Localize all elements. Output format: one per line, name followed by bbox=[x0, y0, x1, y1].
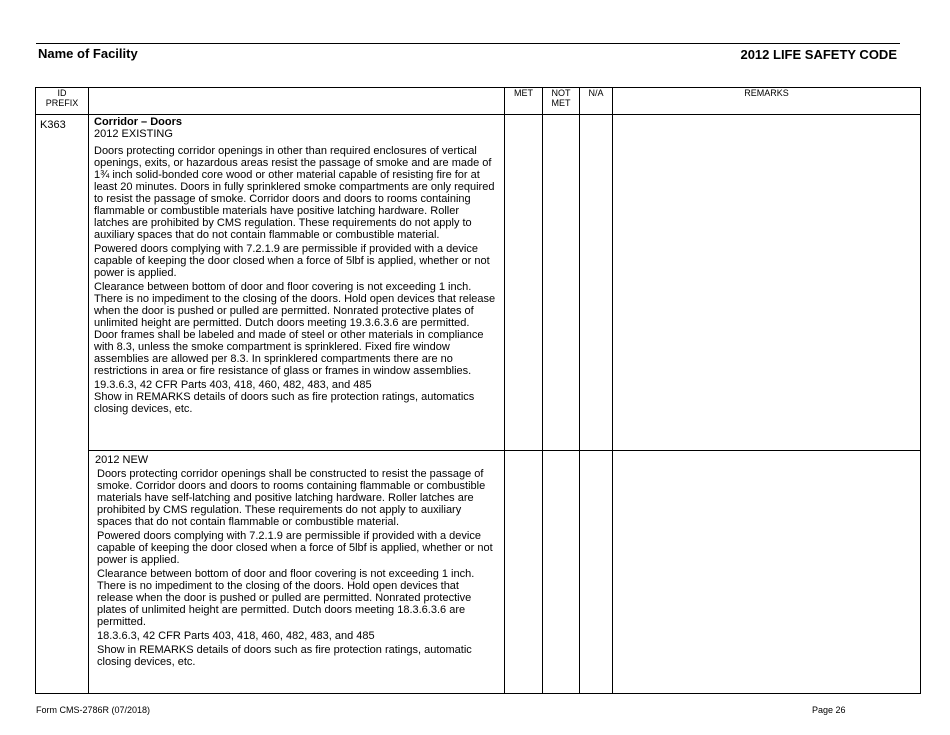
existing-remarks-note: Show in REMARKS details of doors such as fire protection ratings, automatics closing devices, etc. bbox=[94, 391, 475, 415]
requirement-existing-cell bbox=[89, 115, 505, 451]
new-paragraph: Clearance between bottom of door and floor covering is not exceeding 1 inch. There is no impediment to the closing of the doors. Hold open devices that release when the door is pushed or pulled are permitted. Nonrated protective plates of unlimited height are permitted. Dutch doors meeting 18.3.6.3.6 are permitted. bbox=[97, 568, 475, 628]
new-paragraph: Powered doors complying with 7.2.1.9 are permissible if provided with a device capable of keeping the door closed when a force of 5lbf is applied, whether or not power is applied. bbox=[97, 530, 493, 566]
not-met-cell-new[interactable] bbox=[543, 451, 580, 694]
existing-subtitle: 2012 EXISTING bbox=[94, 128, 173, 140]
new-subtitle: 2012 NEW bbox=[95, 454, 149, 466]
na-header: N/A bbox=[580, 88, 613, 115]
not-met-header: NOT MET bbox=[543, 88, 580, 115]
remarks-cell-new[interactable] bbox=[613, 451, 921, 694]
id-prefix-header: ID PREFIX bbox=[36, 88, 89, 115]
remarks-cell-existing[interactable] bbox=[613, 115, 921, 451]
na-cell-new[interactable] bbox=[580, 451, 613, 694]
met-cell-existing[interactable] bbox=[505, 115, 543, 451]
facility-name-label: Name of Facility bbox=[38, 46, 138, 61]
survey-table bbox=[35, 87, 921, 694]
not-met-cell-existing[interactable] bbox=[543, 115, 580, 451]
met-header: MET bbox=[505, 88, 543, 115]
new-remarks-note: Show in REMARKS details of doors such as fire protection ratings, automatic closing devices, etc. bbox=[97, 644, 472, 668]
header-rule bbox=[36, 43, 900, 44]
requirement-new-cell bbox=[89, 451, 505, 694]
na-cell-existing[interactable] bbox=[580, 115, 613, 451]
requirement-header bbox=[89, 88, 505, 115]
table-row-new bbox=[36, 451, 921, 694]
code-title: 2012 LIFE SAFETY CODE bbox=[740, 47, 897, 62]
requirement-title: Corridor – Doors bbox=[94, 116, 183, 128]
existing-paragraph: Clearance between bottom of door and floor covering is not exceeding 1 inch. There is no impediment to the closing of the doors. Hold open devices that release when the door is pushed or pulled are permitted. Nonrated protective plates of unlimited height are permitted. Dutch doors meeting 19.3.6.3.6 are permitted. Door frames shall be labeled and made of steel or other materials in compliance with 8.3, unless the smoke compartment is sprinklered. Fixed fire window assemblies are allowed per 8.3. In sprinklered compartments there are no restrictions in area or fire resistance of glass or frames in window assemblies. bbox=[94, 281, 496, 377]
remarks-header: REMARKS bbox=[613, 88, 921, 115]
page-number: Page 26 bbox=[812, 705, 846, 715]
table-header-row bbox=[36, 88, 921, 115]
id-prefix-cell: K363 bbox=[36, 115, 89, 694]
met-cell-new[interactable] bbox=[505, 451, 543, 694]
new-citation: 18.3.6.3, 42 CFR Parts 403, 418, 460, 482, 483, and 485 bbox=[97, 630, 375, 642]
new-paragraph: Doors protecting corridor openings shall be constructed to resist the passage of smoke. Corridor doors and doors to rooms containing flammable or combustible materials have self-latching and positive latching hardware. Roller latches are prohibited by CMS regulation. These requirements do not apply to auxiliary spaces that do not contain flammable or combustible material. bbox=[97, 468, 486, 528]
existing-paragraph: Doors protecting corridor openings in other than required enclosures of vertical openings, exits, or hazardous areas resist the passage of smoke and are made of 1¾ inch solid-bonded core wood or other material capable of resisting fire for at least 20 minutes. Doors in fully sprinklered smoke compartments are only required to resist the passage of smoke. Corridor doors and doors to rooms containing flammable or combustible materials have positive latching hardware. Roller latches are prohibited by CMS regulation. These requirements do not apply to auxiliary spaces that do not contain flammable or combustible material. bbox=[94, 145, 495, 241]
form-id: Form CMS-2786R (07/2018) bbox=[36, 705, 151, 715]
existing-paragraph: Powered doors complying with 7.2.1.9 are permissible if provided with a device capable of keeping the door closed when a force of 5lbf is applied, whether or not power is applied. bbox=[94, 243, 490, 279]
existing-citation: 19.3.6.3, 42 CFR Parts 403, 418, 460, 482, 483, and 485 bbox=[94, 379, 372, 391]
table-row-existing bbox=[36, 115, 921, 451]
